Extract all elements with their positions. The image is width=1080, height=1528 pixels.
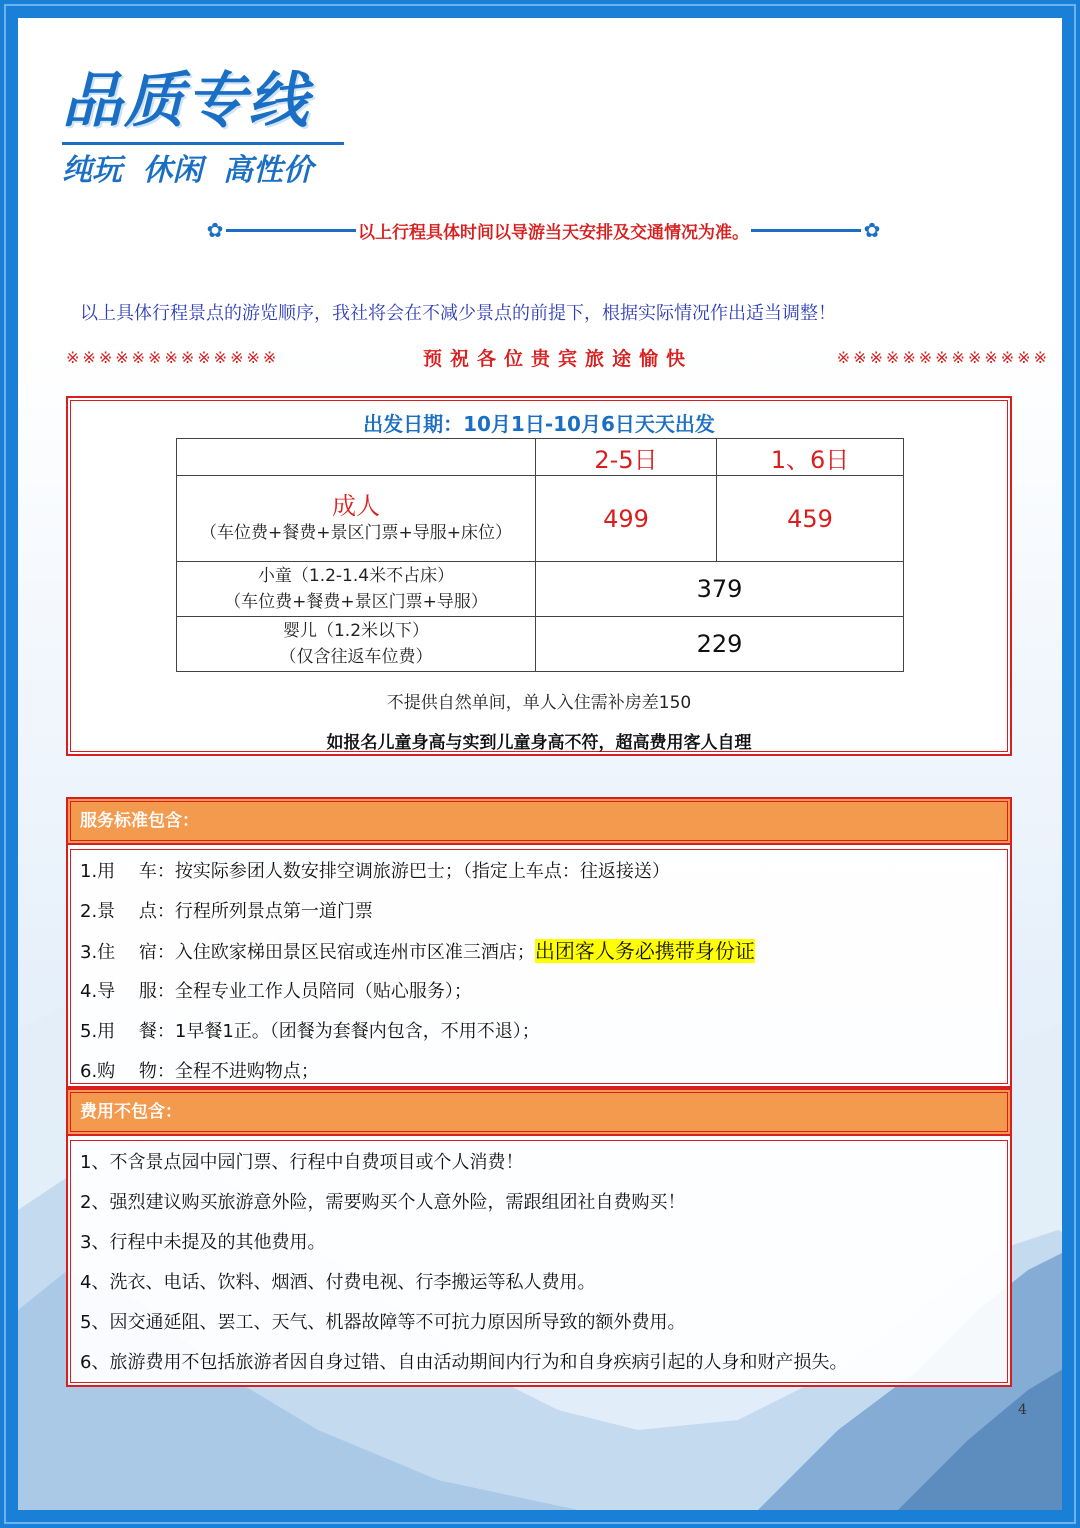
adult-price: 499	[536, 476, 717, 562]
divider-line	[751, 229, 861, 232]
schedule-notice: 以上行程具体时间以导游当天安排及交通情况为准。	[358, 222, 749, 243]
table-row	[177, 439, 904, 476]
service-panel	[66, 797, 1012, 1387]
adult-label: 成人	[332, 491, 380, 520]
table-row	[177, 617, 904, 672]
adult-detail: （车位费+餐费+景区门票+导服+床位）	[200, 522, 512, 543]
infant-label: 婴儿（1.2米以下）	[282, 621, 430, 641]
id-highlight: 出团客人务必携带身份证	[534, 939, 755, 963]
flower-icon: ✿	[863, 218, 881, 242]
list-item: 5、因交通延阻、罢工、天气、机器故障等不可抗力原因所导致的额外费用。	[80, 1312, 686, 1333]
decorative-marks-left: ※※※※※※※※※※※※※	[66, 347, 280, 367]
adult-price: 459	[717, 476, 904, 562]
logo-divider	[62, 142, 344, 145]
notice-banner	[204, 216, 912, 244]
list-item: 1.用 车：按实际参团人数安排空调旅游巴士；（指定上车点：往返接送）	[80, 861, 670, 882]
list-item: 6.购 物：全程不进购物点；	[80, 1061, 319, 1082]
flower-icon: ✿	[206, 218, 224, 242]
infant-price: 229	[536, 617, 904, 672]
adjustment-note: 以上具体行程景点的游览顺序，我社将会在不减少景点的前提下，根据实际情况作出适当调整！	[80, 303, 836, 324]
list-item: 3、行程中未提及的其他费用。	[80, 1232, 326, 1253]
departure-dates: 出发日期：10月1日-10月6日天天出发	[363, 412, 715, 436]
single-room-note: 不提供自然单间，单人入住需补房差150	[386, 693, 692, 713]
child-height-note: 如报名儿童身高与实到儿童身高不符，超高费用客人自理	[326, 733, 752, 753]
list-item-text: 3.住 宿：入住欧家梯田景区民宿或连州市区准三酒店；	[80, 942, 535, 963]
wish-text: 预祝各位贵宾旅途愉快	[422, 347, 693, 370]
list-item: 6、旅游费用不包括旅游者因自身过错、自由活动期间内行为和自身疾病引起的人身和财产损失。	[80, 1352, 848, 1373]
child-price: 379	[536, 562, 904, 617]
child-label: 小童（1.2-1.4米不占床）	[257, 566, 455, 586]
list-item	[80, 935, 755, 964]
infant-cell	[177, 617, 536, 672]
list-item: 5.用 餐：1早餐1正。（团餐为套餐内包含，不用不退）；	[80, 1021, 540, 1042]
table-row	[177, 476, 904, 562]
logo-title: 品质专线	[62, 66, 310, 136]
exclusions-list	[66, 1136, 1012, 1387]
column-header: 1、6日	[717, 439, 904, 476]
list-item: 1、不含景点园中园门票、行程中自费项目或个人消费！	[80, 1152, 524, 1173]
section-header: 费用不包含：	[66, 1088, 1012, 1136]
list-item: 4.导 服：全程专业工作人员陪同（贴心服务）；	[80, 981, 472, 1002]
pricing-panel	[66, 396, 1012, 756]
wish-banner	[66, 344, 1050, 370]
list-item: 2.景 点：行程所列景点第一道门票	[80, 901, 373, 922]
price-table	[176, 438, 904, 672]
column-header: 2-5日	[536, 439, 717, 476]
decorative-marks-right: ※※※※※※※※※※※※※	[836, 347, 1050, 367]
table-row	[177, 562, 904, 617]
list-item: 4、洗衣、电话、饮料、烟酒、付费电视、行李搬运等私人费用。	[80, 1272, 596, 1293]
empty-header-cell	[177, 439, 536, 476]
infant-detail: （仅含往返车位费）	[279, 647, 433, 667]
list-item: 2、强烈建议购买旅游意外险，需要购买个人意外险，需跟组团社自费购买！	[80, 1192, 686, 1213]
services-list	[66, 845, 1012, 1088]
child-detail: （车位费+餐费+景区门票+导服）	[224, 592, 488, 612]
child-cell	[177, 562, 536, 617]
adult-cell	[177, 476, 536, 562]
divider-line	[226, 229, 356, 232]
logo-subtitle: 纯玩 休闲 高性价	[62, 153, 313, 188]
page-number: 4	[1018, 1402, 1027, 1418]
section-header: 服务标准包含：	[66, 797, 1012, 845]
brand-logo	[62, 66, 344, 189]
